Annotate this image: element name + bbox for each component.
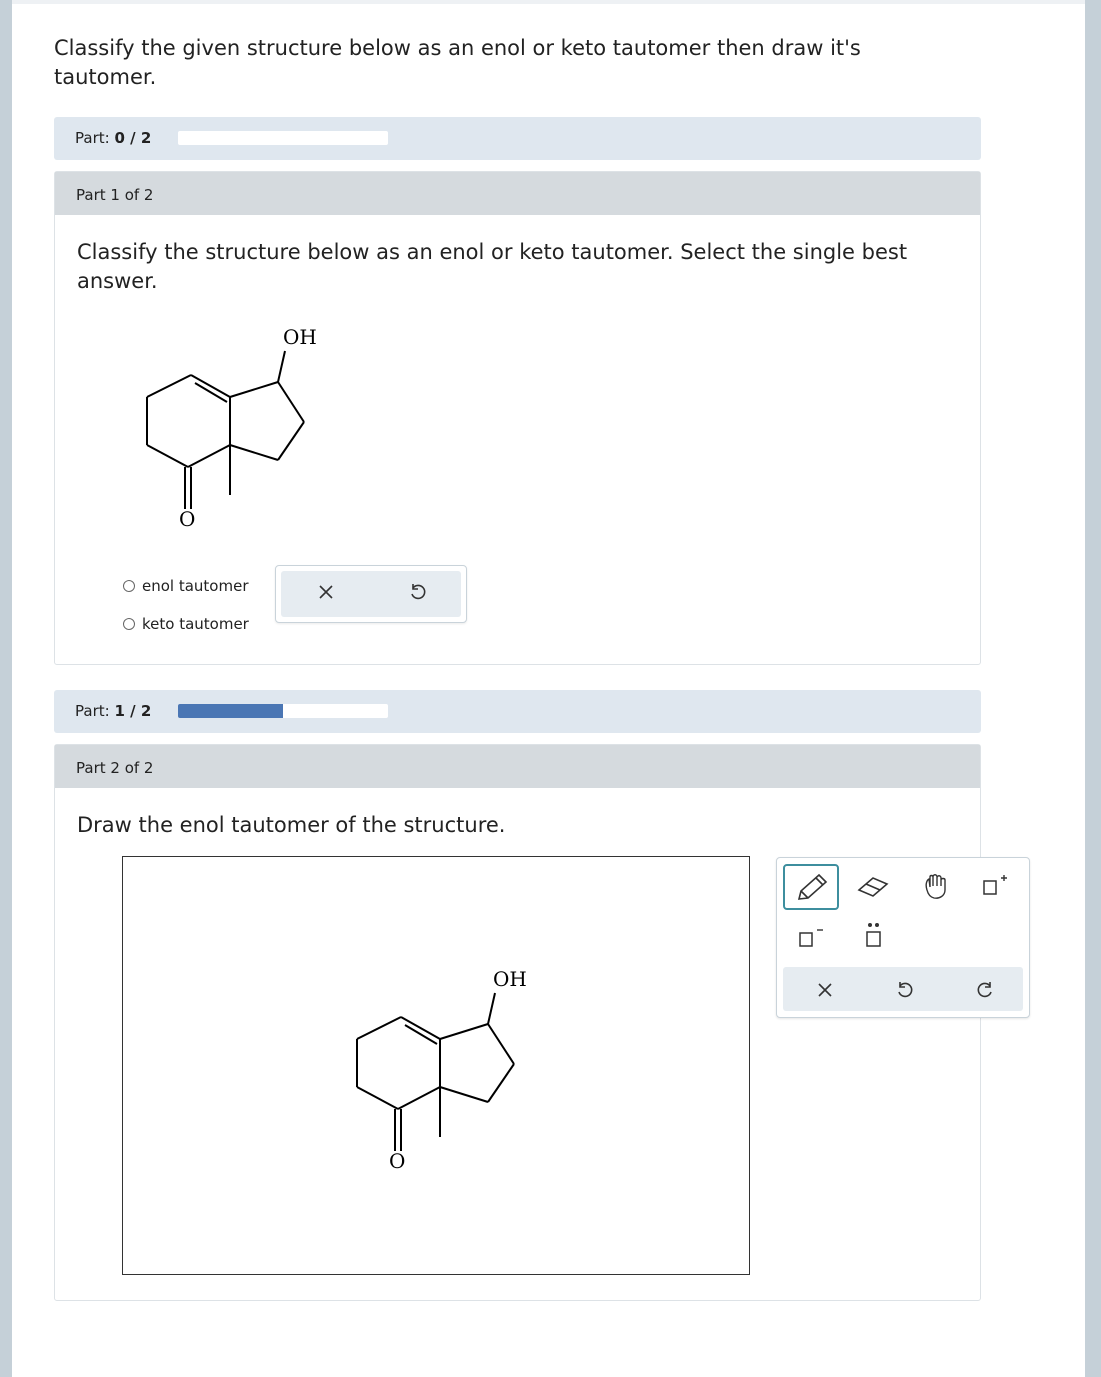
redo-icon[interactable] <box>973 980 997 1004</box>
question-text: Classify the given structure below as an enol or keto tautomer then draw it's tautomer. <box>54 36 861 89</box>
negative-charge-icon[interactable] <box>797 924 827 952</box>
positive-charge-icon[interactable] <box>981 872 1011 900</box>
part1-header <box>55 172 980 215</box>
part2-header-text: Part 2 of 2 <box>76 759 154 777</box>
option-keto-tautomer[interactable] <box>123 615 249 633</box>
part1-prompt: Classify the structure below as an enol or keto tautomer. Select the single best answer. <box>77 240 908 293</box>
controls-inner <box>281 571 461 617</box>
pencil-icon[interactable] <box>783 864 839 910</box>
drawing-toolbar <box>776 857 1030 1018</box>
progress-track <box>178 131 388 145</box>
undo-icon[interactable] <box>893 980 917 1004</box>
radio-button[interactable] <box>123 618 135 630</box>
option-label: enol tautomer <box>142 577 249 595</box>
drawing-canvas[interactable] <box>122 856 750 1275</box>
oh-label: OH <box>493 967 527 991</box>
part1-card <box>54 171 981 665</box>
eraser-icon[interactable] <box>855 871 891 901</box>
oh-label: OH <box>283 325 317 349</box>
toolbar-actions <box>783 967 1023 1011</box>
part-progress-label: Part: 0 / 2 <box>75 129 152 147</box>
o-label: O <box>389 1149 406 1173</box>
part-progress-bar-2 <box>54 690 981 733</box>
o-label: O <box>179 507 196 531</box>
part2-prompt: Draw the enol tautomer of the structure. <box>77 813 506 837</box>
molecule-structure <box>135 317 335 532</box>
x-icon[interactable] <box>813 980 837 1004</box>
option-label: keto tautomer <box>142 615 249 633</box>
part1-header-text: Part 1 of 2 <box>76 186 154 204</box>
part2-header <box>55 745 980 788</box>
option-enol-tautomer[interactable] <box>123 577 249 595</box>
canvas-molecule[interactable] <box>345 959 545 1174</box>
part-progress-bar-1 <box>54 117 981 160</box>
radio-button[interactable] <box>123 580 135 592</box>
part-progress-label: Part: 1 / 2 <box>75 702 152 720</box>
top-strip <box>12 0 1085 4</box>
answer-controls <box>275 565 467 623</box>
x-icon[interactable] <box>314 582 338 606</box>
progress-track <box>178 704 388 718</box>
progress-fill <box>178 704 283 718</box>
hand-icon[interactable] <box>919 870 953 902</box>
undo-icon[interactable] <box>406 582 430 606</box>
lone-pair-icon[interactable] <box>861 920 887 952</box>
